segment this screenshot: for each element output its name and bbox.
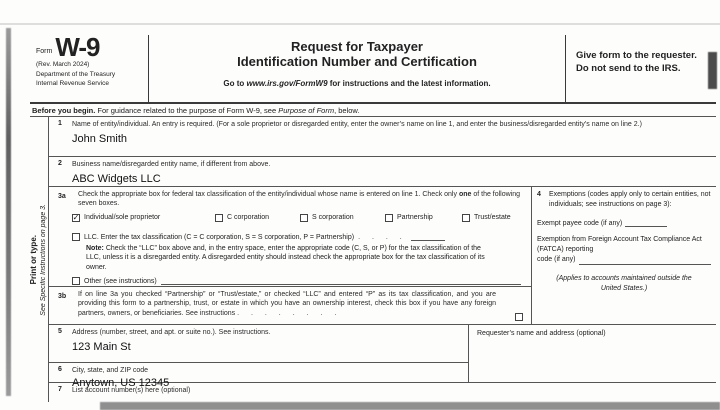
subtitle-prefix: Go to [223, 78, 247, 88]
exempt-payee-label: Exempt payee code (if any) [537, 219, 623, 227]
see-instructions-label: See Specific Instructions on page 3. [40, 203, 47, 316]
purpose-of-form-ref: Purpose of Form [278, 106, 335, 115]
line3a-block [48, 190, 531, 287]
form-title-line2: Identification Number and Certification [237, 53, 477, 69]
applies-note: (Applies to accounts maintained outside the United States.) [556, 275, 692, 292]
form-identity [36, 32, 148, 88]
checkbox-individual-sole-proprietor[interactable] [72, 214, 160, 222]
agency-label: Internal Revenue Service [36, 79, 109, 87]
before-begin-text: For guidance related to the purpose of Form W-9, see [95, 106, 279, 115]
line6-city-field [48, 363, 468, 390]
checkmark-icon: ✓ [72, 212, 80, 222]
exempt-payee-row [537, 218, 711, 227]
line3a-number: 3a [58, 193, 66, 200]
fatca-label-line2: code (if any) [537, 255, 576, 263]
form-revision: (Rev. March 2024) [36, 61, 90, 69]
left-margin-labels [26, 117, 50, 402]
line2-label: Business name/disregarded entity name, if different from above. [72, 161, 271, 168]
irs-url-link[interactable]: www.irs.gov/FormW9 [246, 78, 328, 88]
checkbox-llc[interactable] [72, 233, 80, 241]
line3a-label [78, 190, 524, 209]
checkbox-label: Individual/sole proprietor [84, 214, 161, 222]
give-form-notice: Give form to the requester. Do not send to the IRS. [576, 50, 697, 74]
next-section-band [100, 402, 720, 410]
llc-code-blank[interactable] [411, 232, 445, 241]
line3a-label-one: one [458, 191, 472, 198]
checkbox-unchecked[interactable] [385, 214, 393, 222]
before-begin-bold: Before you begin. [32, 106, 96, 115]
subtitle-suffix: for instructions and the latest information. [327, 78, 491, 88]
classification-checkbox-row [48, 214, 531, 226]
note-bold: Note: [86, 244, 104, 252]
print-or-type-label: Print or type. [29, 234, 38, 285]
form-word: Form [36, 48, 53, 56]
box4-label: Exemptions (codes apply only to certain entities, not individuals; see instructions on page 3): [549, 191, 711, 208]
line1-value[interactable]: John Smith [72, 133, 128, 146]
box4-exemptions [532, 187, 716, 325]
line3b-dot-leader: . . . . . . . . [237, 309, 342, 317]
checkbox-label: Partnership [397, 214, 433, 222]
line3b-label [78, 290, 496, 318]
line5-address-field [48, 325, 468, 363]
scan-left-edge [6, 28, 11, 396]
requester-box[interactable] [468, 325, 716, 383]
line7-label: List account number(s) here (optional) [72, 387, 191, 394]
note-text: Check the “LLC” box above and, in the entry space, enter the appropriate code (C, S, or P) for the tax classification of the LLC, unless it is a disregarded entity. A disregarded entity should instead check the appropriate box for the tax classification of its owner. [86, 244, 485, 271]
line3b-block [48, 290, 531, 330]
checkbox-checked[interactable] [72, 214, 80, 222]
box4-number: 4 [537, 191, 541, 198]
exempt-payee-code-blank[interactable] [625, 218, 667, 227]
checkbox-label: S corporation [312, 214, 354, 222]
fatca-code-blank[interactable] [579, 256, 711, 265]
line1-label: Name of entity/individual. An entry is required. (For a sole proprietor or disregarded entity, enter the owner’s name on line 1, and enter the business/disregarded entity’s name on line 2.) [72, 121, 642, 128]
line6-number: 6 [58, 366, 62, 373]
other-label: Other (see instructions) [84, 278, 157, 286]
fatca-block [537, 235, 711, 265]
checkbox-s-corporation[interactable] [300, 214, 354, 222]
w9-form [30, 30, 716, 402]
checkbox-foreign-partners[interactable] [515, 313, 523, 321]
line2-value[interactable]: ABC Widgets LLC [72, 173, 161, 186]
checkbox-partnership[interactable] [385, 214, 433, 222]
box4-label-block [537, 190, 711, 210]
form-number: W-9 [55, 32, 100, 62]
checkbox-other[interactable] [72, 277, 80, 285]
scan-top-edge [0, 23, 720, 25]
form-subtitle [149, 79, 565, 88]
other-row [72, 276, 521, 285]
before-you-begin-note [30, 106, 716, 117]
fatca-label-line1: Exemption from Foreign Account Tax Compliance Act (FATCA) reporting [537, 235, 702, 253]
form-title-line1: Request for Taxpayer [291, 39, 423, 54]
line5-number: 5 [58, 328, 62, 335]
form-header [30, 30, 716, 104]
header-divider-right [565, 35, 566, 104]
checkbox-label: Trust/estate [474, 214, 511, 222]
line1-number: 1 [58, 120, 62, 127]
requester-label: Requester’s name and address (optional) [477, 330, 606, 337]
other-blank[interactable] [161, 276, 521, 285]
line3a-label-post: of the following seven boxes. [78, 191, 521, 208]
line3b-number: 3b [58, 293, 67, 300]
checkbox-trust-estate[interactable] [462, 214, 511, 222]
checkbox-c-corporation[interactable] [215, 214, 269, 222]
line6-value[interactable]: Anytown, US 12345 [72, 377, 170, 390]
line1-name-field [48, 117, 716, 157]
llc-label: LLC. Enter the tax classification (C = C corporation, S = S corporation, P = Partnership) [84, 233, 355, 241]
line7-number: 7 [58, 386, 62, 393]
line2-business-name-field [48, 157, 716, 187]
line6-label: City, state, and ZIP code [72, 367, 149, 374]
line3-classification-section [48, 187, 532, 325]
checkbox-unchecked[interactable] [215, 214, 223, 222]
department-label: Department of the Treasury [36, 71, 116, 79]
llc-dot-leader: . . . . [358, 233, 407, 241]
checkbox-unchecked[interactable] [300, 214, 308, 222]
checkbox-unchecked[interactable] [462, 214, 470, 222]
line2-number: 2 [58, 160, 62, 167]
line3b-text: If on line 3a you checked “Partnership” or “Trust/estate,” or checked “LLC” and entered “P” as its tax classification, and you are providing this form to a partnership, trust, or estate in which you have an ownership interest, check this box if you have any foreign partners, owners, or beneficiaries. See instructions [78, 291, 496, 317]
checkbox-label: C corporation [227, 214, 270, 222]
llc-row [72, 232, 523, 241]
line7-account-field [48, 383, 716, 402]
line5-label: Address (number, street, and apt. or suite no.). See instructions. [72, 329, 271, 336]
before-begin-text-end: , below. [334, 106, 360, 115]
line3a-label-pre: Check the appropriate box for federal tax classification of the entity/individual whose name is entered on line 1. Check only [78, 191, 459, 198]
llc-note [86, 244, 492, 272]
form-title-block [149, 40, 565, 88]
line5-value[interactable]: 123 Main St [72, 341, 131, 354]
